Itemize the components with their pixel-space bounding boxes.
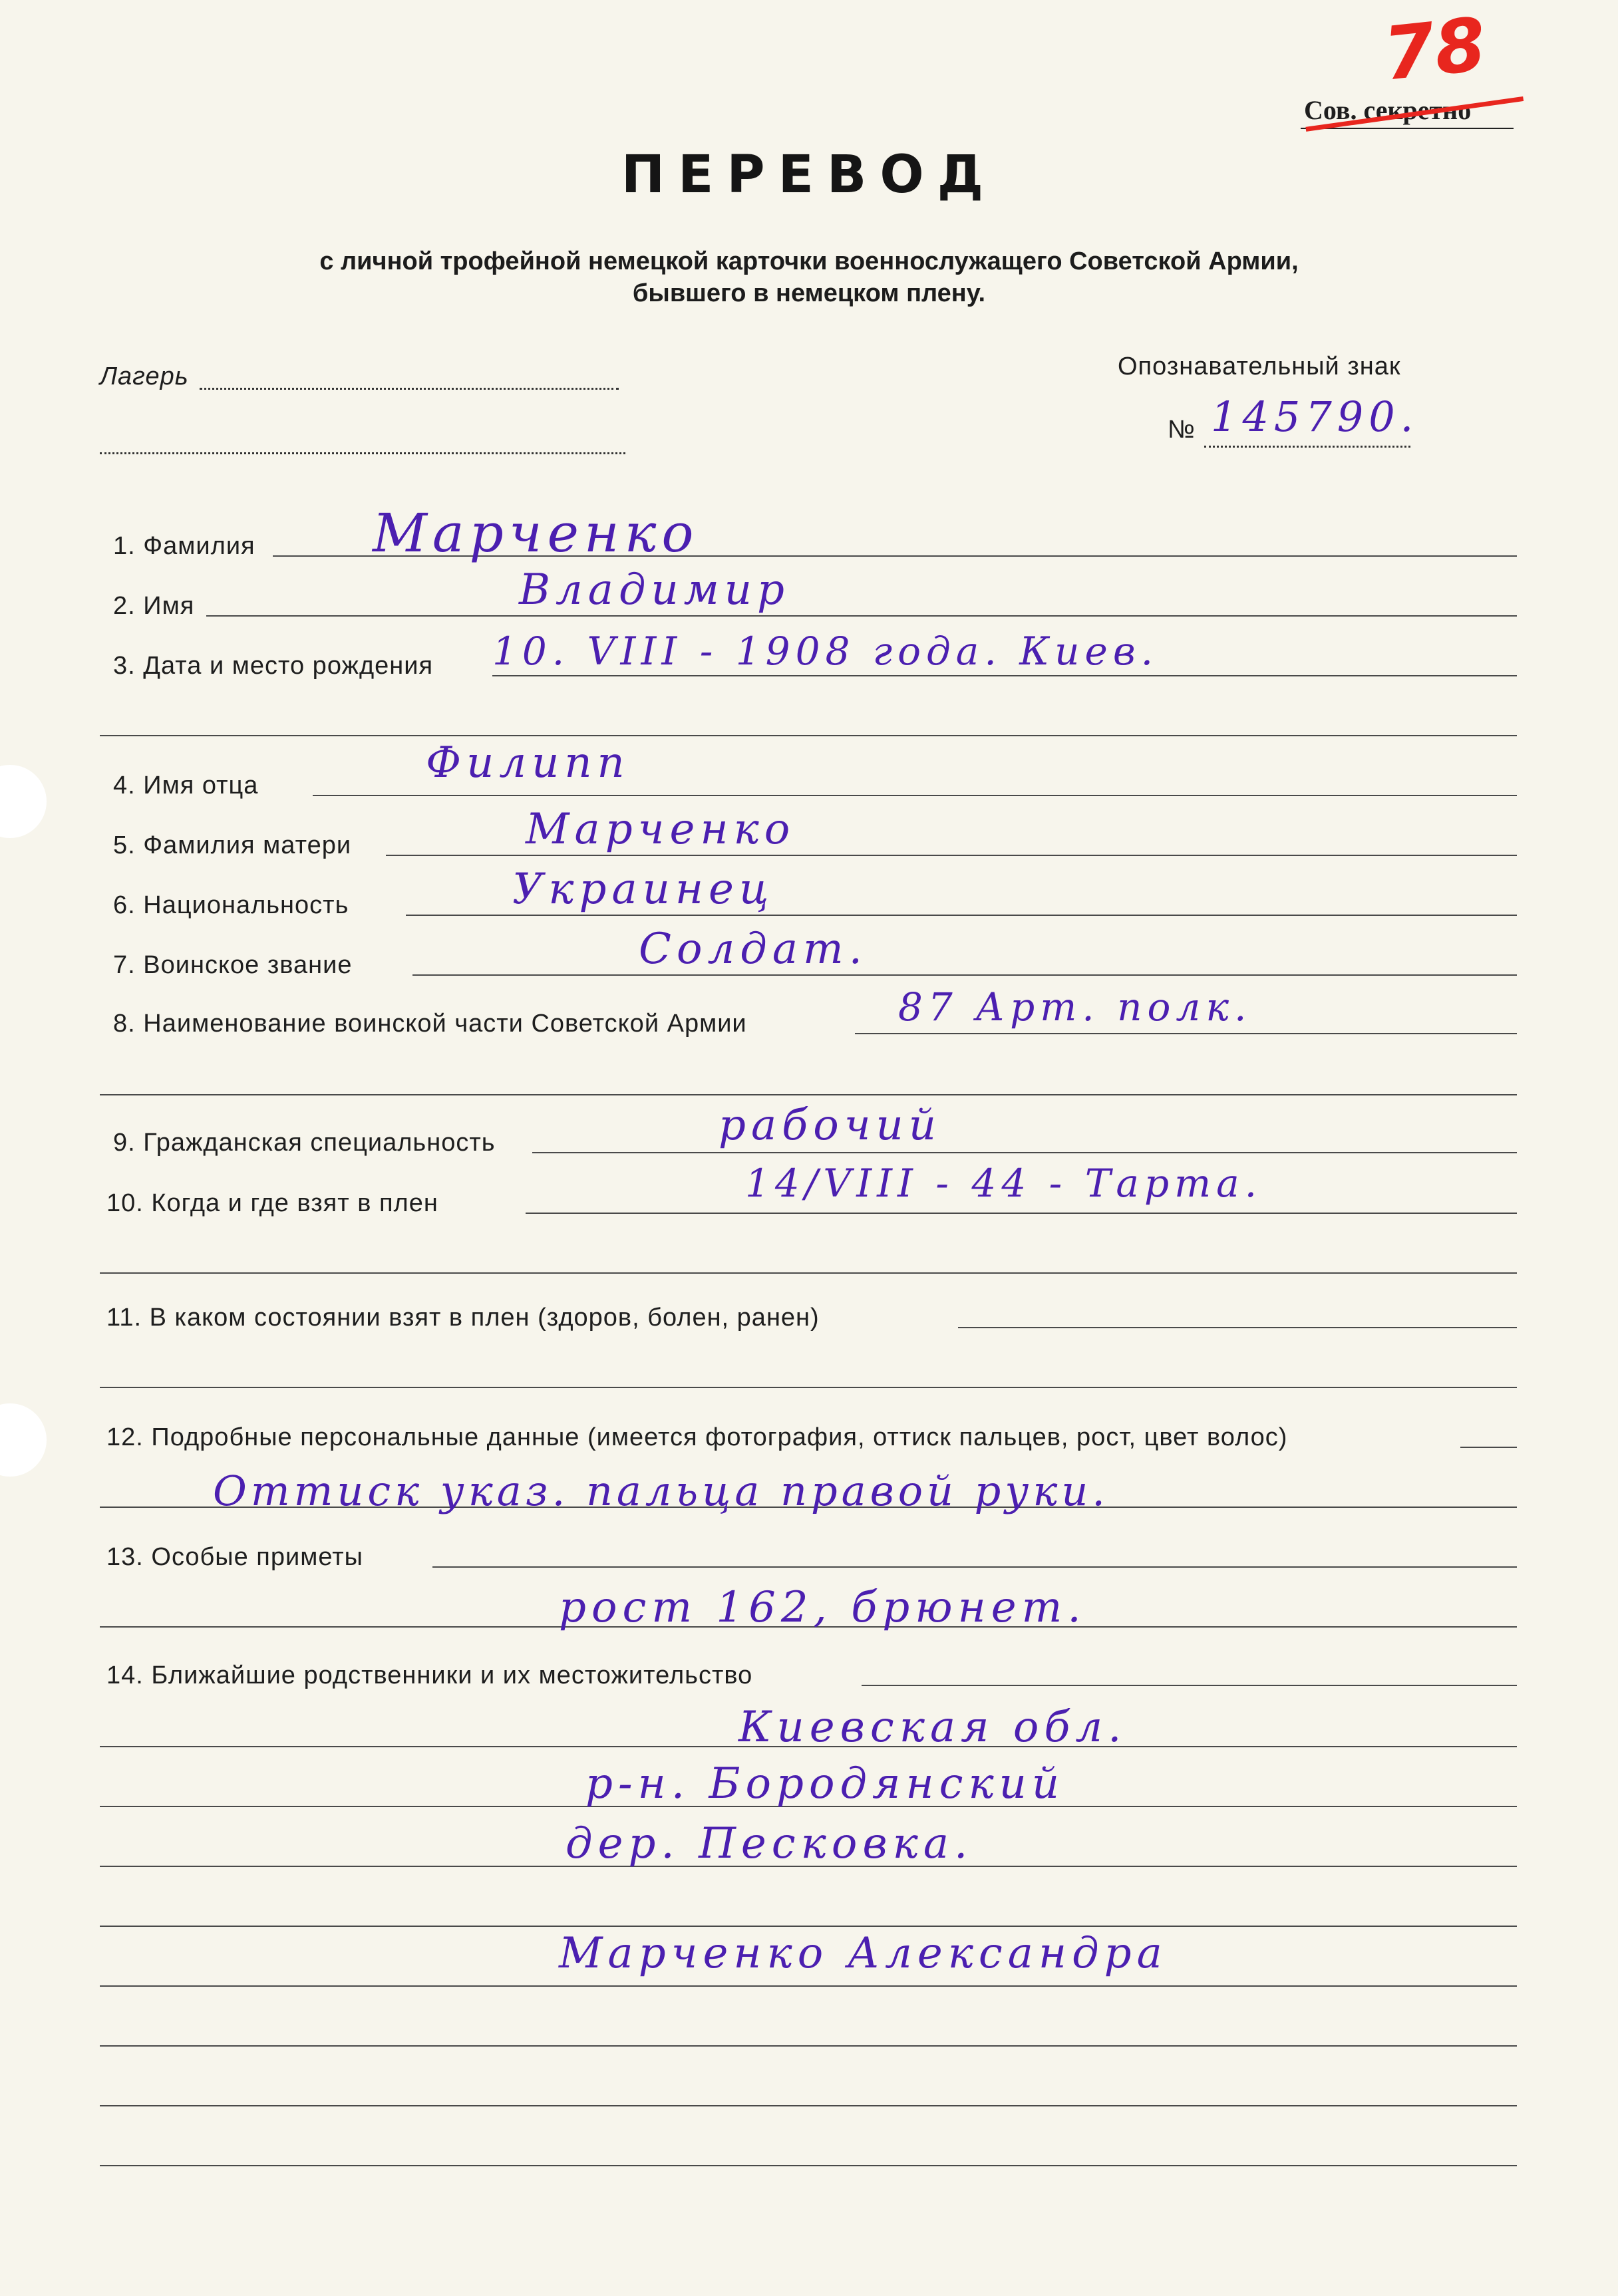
document-subtitle-1: с личной трофейной немецкой карточки военнослужащего Советской Армии, xyxy=(319,247,1299,275)
value-birth: 10. VIII - 1908 года. Киев. xyxy=(492,629,1159,674)
field-label: Воинское звание xyxy=(143,951,353,979)
field-line xyxy=(100,735,1517,736)
field-num: 9. xyxy=(113,1129,136,1157)
value-captured: 14/VIII - 44 - Тарта. xyxy=(745,1161,1263,1206)
id-tag-value: 145790. xyxy=(1211,392,1419,441)
field-label: Фамилия xyxy=(143,532,255,560)
value-rank: Солдат. xyxy=(639,925,868,974)
field-line xyxy=(100,1387,1517,1388)
field-label-6 xyxy=(113,891,349,920)
field-line xyxy=(100,2045,1517,2047)
field-line xyxy=(100,2165,1517,2166)
field-num: 4. xyxy=(113,772,136,799)
field-label: Ближайшие родственники и их местожительство xyxy=(151,1661,753,1689)
page-number-stamp: 78 xyxy=(1379,1,1490,97)
field-label: В каком состоянии взят в плен (здоров, болен, ранен) xyxy=(149,1304,820,1332)
value-relatives-line-4: Марченко Александра xyxy=(559,1929,1168,1978)
field-line xyxy=(100,1272,1517,1274)
id-tag-label: Опознавательный знак xyxy=(1118,353,1401,380)
value-special-marks: рост 162, брюнет. xyxy=(559,1583,1086,1632)
field-label-2 xyxy=(113,592,194,621)
value-father-name: Филипп xyxy=(426,738,630,788)
secrecy-label: Сов. секретно xyxy=(1304,95,1472,125)
field-num: 10. xyxy=(106,1189,144,1217)
field-label: Имя отца xyxy=(143,772,259,799)
field-line xyxy=(958,1327,1517,1328)
paper-tear xyxy=(0,1403,47,1477)
document-subtitle-2: бывшего в немецком плену. xyxy=(632,279,986,307)
field-label-11 xyxy=(106,1304,820,1332)
field-line xyxy=(406,915,1517,916)
field-num: 13. xyxy=(106,1543,144,1571)
field-line xyxy=(100,1094,1517,1095)
value-relatives-line-3: дер. Песковка. xyxy=(566,1819,973,1868)
field-label: Гражданская специальность xyxy=(143,1129,496,1157)
field-label: Когда и где взят в плен xyxy=(151,1189,438,1217)
field-line xyxy=(206,615,1517,617)
field-label-13 xyxy=(106,1543,363,1572)
field-num: 3. xyxy=(113,652,136,680)
camp-line xyxy=(200,388,619,390)
field-num: 12. xyxy=(106,1423,144,1451)
field-num: 1. xyxy=(113,532,136,560)
value-relatives-line-1: Киевская обл. xyxy=(738,1703,1127,1752)
field-label-14 xyxy=(106,1661,752,1690)
field-label: Имя xyxy=(143,592,195,620)
field-line xyxy=(526,1213,1517,1214)
field-num: 7. xyxy=(113,951,136,979)
field-line xyxy=(492,675,1517,676)
field-label: Дата и место рождения xyxy=(143,652,434,680)
field-num: 6. xyxy=(113,891,136,919)
field-label-1 xyxy=(113,532,255,561)
value-mother-surname: Марченко xyxy=(526,805,796,854)
field-num: 2. xyxy=(113,592,136,620)
value-first-name: Владимир xyxy=(519,565,790,615)
document-title: ПЕРЕВОД xyxy=(621,145,997,205)
field-num: 5. xyxy=(113,831,136,859)
field-num: 8. xyxy=(113,1010,136,1038)
value-surname: Марченко xyxy=(373,502,699,564)
value-personal-data: Оттиск указ. пальца правой руки. xyxy=(213,1467,1109,1515)
value-unit: 87 Арт. полк. xyxy=(898,984,1252,1030)
field-line xyxy=(855,1033,1517,1034)
field-line xyxy=(386,855,1517,856)
field-label-10 xyxy=(106,1189,438,1218)
field-label: Наименование воинской части Советской Армии xyxy=(143,1010,747,1038)
paper-tear xyxy=(0,765,47,838)
field-line xyxy=(100,2105,1517,2106)
camp-label: Лагерь xyxy=(100,362,189,390)
field-line xyxy=(862,1685,1517,1686)
field-label-7 xyxy=(113,951,353,980)
field-label-4 xyxy=(113,772,258,800)
field-label: Особые приметы xyxy=(151,1543,363,1571)
camp-line-2 xyxy=(100,452,625,454)
field-line xyxy=(412,974,1517,976)
field-label-12 xyxy=(106,1423,1287,1452)
field-label: Подробные персональные данные (имеется фотография, оттиск пальцев, рост, цвет волос) xyxy=(151,1423,1288,1451)
field-num: 14. xyxy=(106,1661,144,1689)
field-label-5 xyxy=(113,831,351,860)
field-line xyxy=(100,1926,1517,1927)
value-relatives-line-2: р-н. Бородянский xyxy=(585,1759,1065,1808)
field-line xyxy=(313,795,1517,796)
field-label-3 xyxy=(113,652,433,680)
value-nationality: Украинец xyxy=(512,865,774,914)
field-label-8 xyxy=(113,1010,747,1038)
field-line xyxy=(100,1985,1517,1987)
field-label: Фамилия матери xyxy=(143,831,352,859)
id-number-sign: № xyxy=(1168,416,1196,444)
field-num: 11. xyxy=(106,1304,142,1332)
field-line xyxy=(432,1566,1517,1568)
field-label-9 xyxy=(113,1129,496,1157)
field-label: Национальность xyxy=(143,891,349,919)
id-tag-line xyxy=(1204,446,1410,448)
value-specialty: рабочий xyxy=(719,1101,941,1150)
field-line xyxy=(1460,1447,1517,1448)
secrecy-underline xyxy=(1301,128,1514,129)
field-line xyxy=(532,1152,1517,1153)
